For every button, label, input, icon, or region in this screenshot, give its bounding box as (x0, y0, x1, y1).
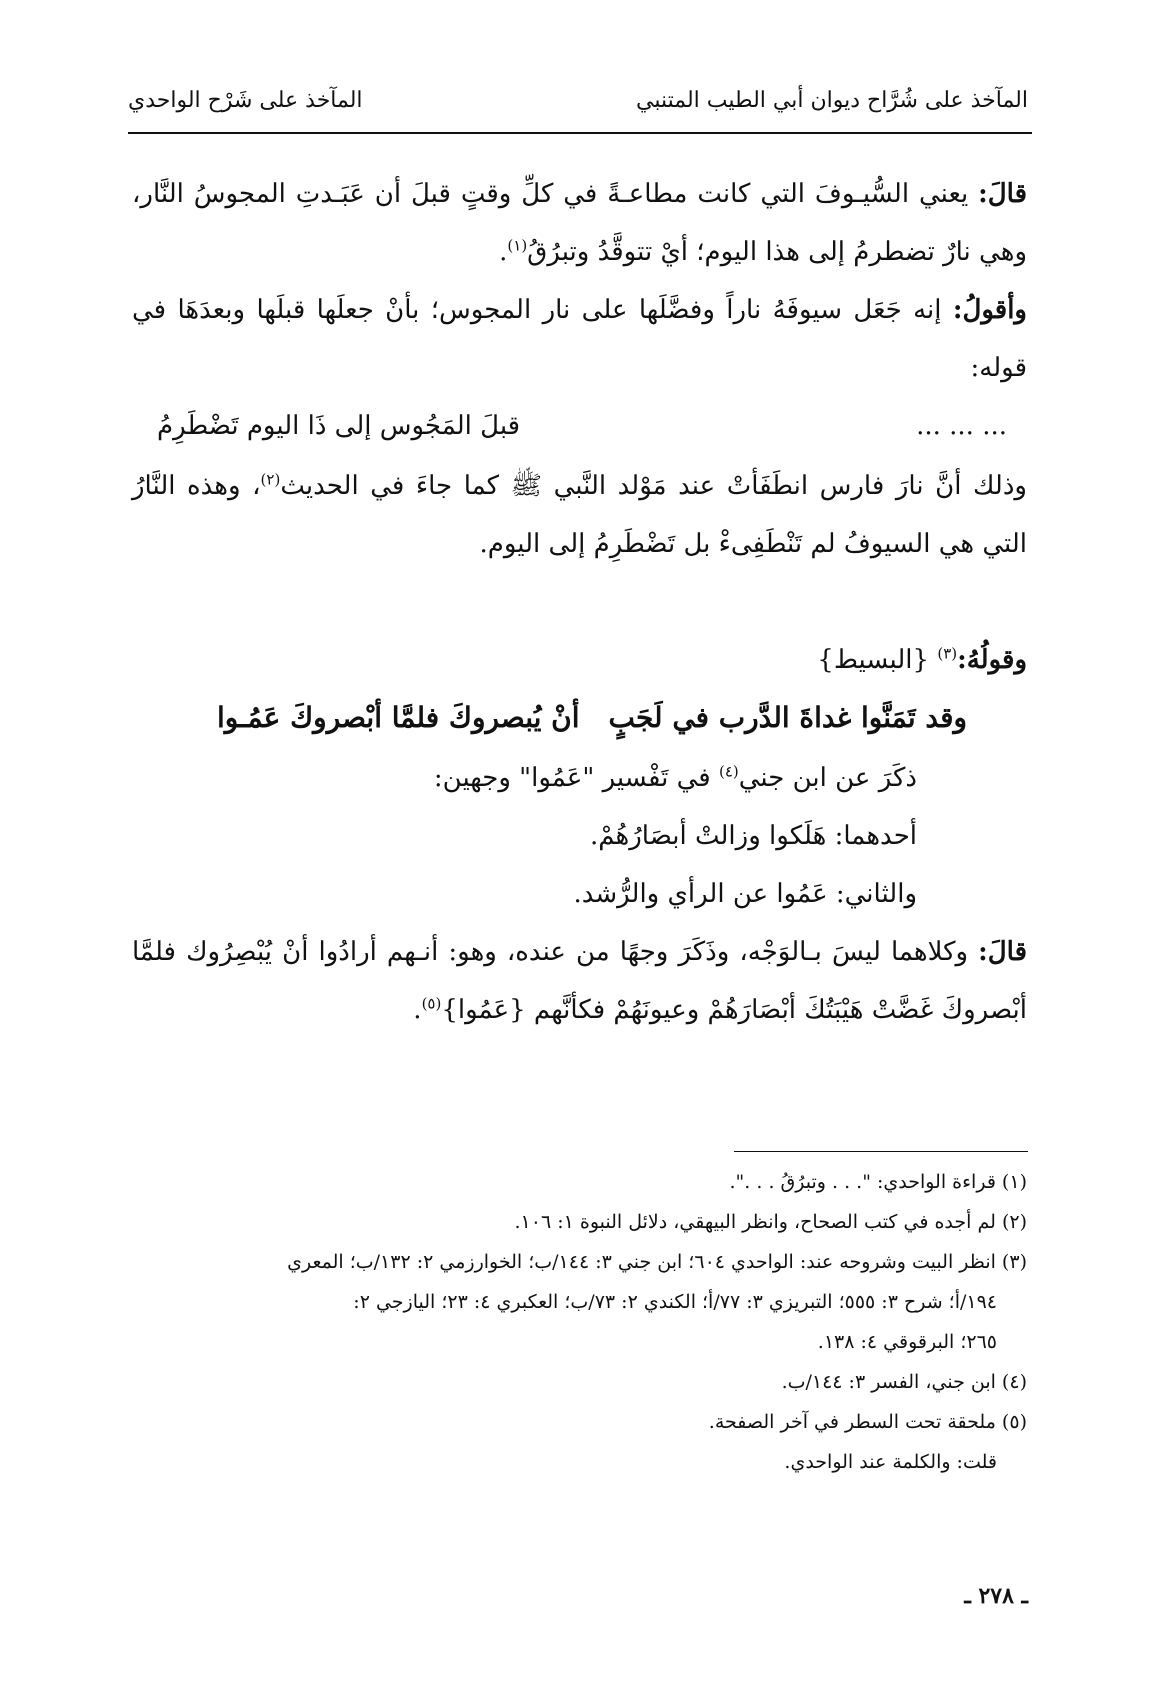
header-rule (128, 132, 1032, 134)
verse-1 (157, 395, 1007, 457)
footnote-ref-5[interactable]: (٥) (421, 994, 442, 1013)
footnote-ref-3[interactable]: (٣) (937, 644, 958, 663)
header-section-title: المآخذ على شَرْح الواحدي (128, 88, 363, 113)
paragraph-1 (132, 165, 1027, 281)
footnote-rule (734, 1151, 1028, 1152)
paragraph-text-continued: في تَفْسير "عَمُوا" وجهين: (433, 763, 719, 793)
footnote-5: (٥) ملحقة تحت السطر في آخر الصفحة. (708, 1411, 1027, 1433)
paragraph-lead-qawluhu: وقولُهُ: (957, 645, 1027, 675)
footnotes (132, 1162, 1027, 1482)
paragraph-lead-qala: قالَ: (978, 937, 1027, 967)
paragraph-3 (132, 457, 1027, 573)
paragraph-2 (132, 281, 1027, 397)
footnote-ref-1[interactable]: (١) (507, 236, 528, 255)
footnote-2: (٢) لم أجده في كتب الصحاح، وانظر البيهقي، دلائل النبوة ١: ١٠٦. (514, 1211, 1027, 1233)
paragraph-6 (132, 807, 1027, 865)
footnote-4: (٤) ابن جني، الفسر ٣: ١٤٤/ب. (781, 1371, 1027, 1393)
page-number: ـ ٢٧٨ ـ (964, 1583, 1028, 1609)
footnote-3-line-2: ١٩٤/أ؛ شرح ٣: ٥٥٥؛ التبريزي ٣: ٧٧/أ؛ الكندي ٢: ٧٣/ب؛ العكبري ٤: ٢٣؛ اليازجي ٢: (353, 1291, 997, 1313)
footnote-5-note: قلت: والكلمة عند الواحدي. (784, 1451, 997, 1473)
paragraph-8 (132, 923, 1027, 1039)
verse-2 (217, 687, 967, 749)
paragraph-4 (132, 631, 1027, 689)
paragraph-text-continued: ، وهذه النَّارُ التي هي السيوفُ لم تَنْطَفِىءْ بل تَضْطَرِمُ إلى اليوم. (132, 471, 1027, 559)
paragraph-lead-aqulu: وأقولُ: (952, 295, 1027, 325)
paragraph-text: يعني السُّيـوفَ التي كانت مطاعـةً في كلِّ وقتٍ قبلَ أن عَبَـدتِ المجوسُ النَّار، وهي نارٌ تضطرمُ إلى هذا اليوم؛ أيْ تتوقَّدُ وتبرُقُ (132, 179, 1027, 267)
paragraph-text: والثاني: عَمُوا عن الرأي والرُّشد. (573, 879, 917, 909)
verse-1-second-hemistich: قبلَ المَجُوس إلى ذَا اليوم تَضْطَرِمُ (157, 411, 521, 441)
paragraph-text: أحدهما: هَلَكوا وزالتْ أبصَارُهُمْ. (589, 821, 917, 851)
footnote-ref-2[interactable]: (٢) (260, 470, 281, 489)
paragraph-end: . (413, 995, 422, 1025)
footnote-ref-4[interactable]: (٤) (718, 762, 739, 781)
paragraph-5 (132, 749, 1027, 807)
section-gap (132, 573, 1027, 631)
verse-1-first-hemistich: ... ... ... (916, 411, 1007, 441)
paragraph-text: ذكَرَ عن ابن جني (738, 763, 917, 793)
footnote-3-line-1: (٣) انظر البيت وشروحه عند: الواحدي ٦٠٤؛ ابن جني ٣: ١٤٤/ب؛ الخوارزمي ٢: ١٣٢/ب؛ المعري (287, 1251, 1027, 1273)
paragraph-text: وذلك أنَّ نارَ فارس انطَفَأتْ عند مَوْلد النَّبي ﷺ كما جاءَ في الحديث (280, 471, 1027, 501)
header-book-title: المآخذ على شُرَّاح ديوان أبي الطيب المتنبي (636, 88, 1028, 113)
paragraph-7 (132, 865, 1027, 923)
footnote-3-line-3: ٢٦٥؛ البرقوقي ٤: ١٣٨. (817, 1331, 997, 1353)
verse-2-first-hemistich: وقد تَمَنَّوا غداةَ الدَّرب في لَجَبٍ (608, 701, 967, 734)
footnote-1: (١) قراءة الواحدي: ". . . وتبرُقُ . . .". (729, 1171, 1027, 1193)
paragraph-end: . (499, 237, 508, 267)
verse-2-second-hemistich: أنْ يُبصروكَ فلمَّا أبْصروكَ عَمُـوا (217, 701, 580, 734)
poetic-meter: {البسيط} (817, 645, 930, 675)
paragraph-text: إنه جَعَل سيوفَهُ ناراً وفضَّلَها على نار المجوس؛ بأنْ جعلَها قبلَها وبعدَهَا في قوله: (132, 295, 1027, 383)
running-header (128, 88, 1028, 124)
paragraph-text: وكلاهما ليسَ بـالوَجْه، وذَكَرَ وجهًا من عنده، وهو: أنـهم أرادُوا أنْ يُبْصِرُوك فلمَّا أبْصروكَ غَضَّتْ هَيْبَتُكَ أبْصَارَهُمْ وعيونَهُمْ فكأنَّهم {عَمُوا} (132, 937, 1027, 1025)
paragraph-lead-qala: قالَ: (978, 179, 1027, 209)
main-text (132, 165, 1027, 1039)
